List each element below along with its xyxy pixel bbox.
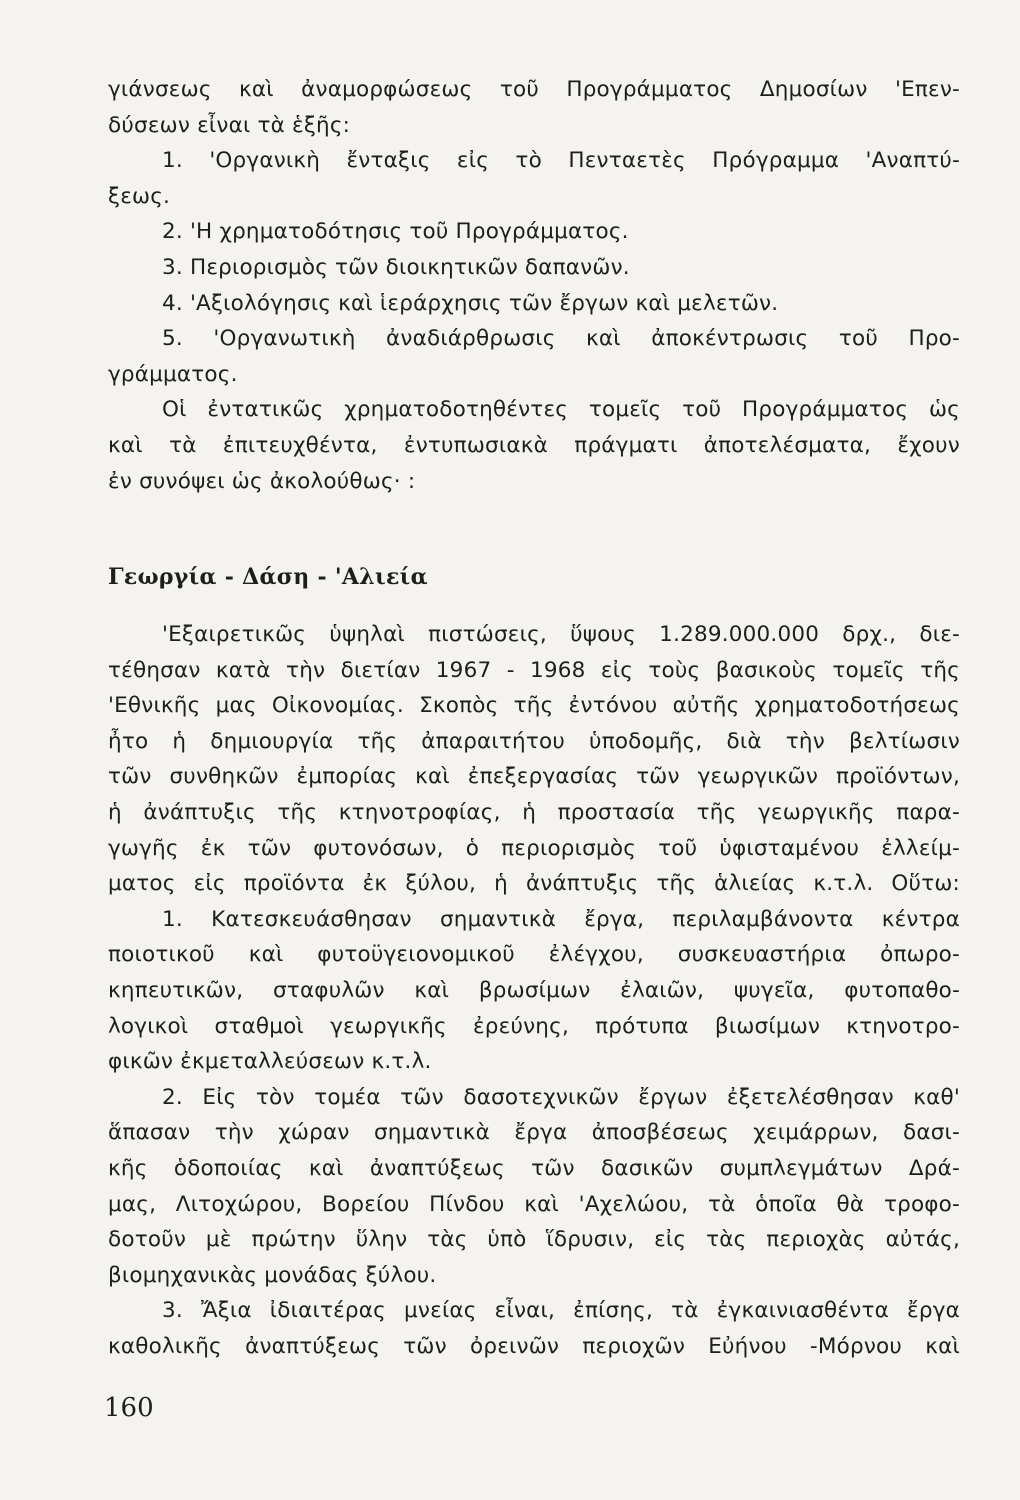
text-line: λογικοὶ σταθμοὶ γεωργικῆς ἐρεύνης, πρότυπα βιωσίμων κτηνοτρο- — [108, 1013, 960, 1039]
text-line: τέθησαν κατὰ τὴν διετίαν 1967 - 1968 εἰς τοὺς βασικοὺς τομεῖς τῆς — [108, 657, 960, 683]
text-line: Οἱ ἐντατικῶς χρηματοδοτηθέντες τομεῖς τοῦ Προγράμματος ὡς — [162, 397, 960, 423]
text-line: κῆς ὁδοποιίας καὶ ἀναπτύξεως τῶν δασικῶν συμπλεγμάτων Δρά- — [108, 1155, 960, 1181]
text-line: δοτοῦν μὲ πρώτην ὕλην τὰς ὑπὸ ἵδρυσιν, εἰς τὰς περιοχὰς αὐτάς, — [108, 1227, 960, 1253]
text-line: δύσεων εἶναι τὰ ἑξῆς: — [108, 112, 351, 138]
text-line: γιάνσεως καὶ ἀναμορφώσεως τοῦ Προγράμματος Δημοσίων 'Επεν- — [108, 77, 960, 102]
text-line: 2. Εἰς τὸν τομέα τῶν δασοτεχνικῶν ἔργων ἐξετελέσθησαν καθ' — [162, 1084, 960, 1110]
text-line: ἅπασαν τὴν χώραν σημαντικὰ ἔργα ἀποσβέσεως χειμάρρων, δασι- — [108, 1120, 960, 1146]
text-line: 3. Περιορισμὸς τῶν διοικητικῶν δαπανῶν. — [162, 254, 630, 280]
text-line: 4. 'Αξιολόγησις καὶ ἱεράρχησις τῶν ἔργων καὶ μελετῶν. — [162, 290, 779, 316]
text-line: ποιοτικοῦ καὶ φυτοϋγειονομικοῦ ἐλέγχου, συσκευαστήρια ὀπωρο- — [108, 942, 960, 968]
text-line: γράμματος. — [108, 361, 238, 387]
text-line: 3. Ἄξια ἰδιαιτέρας μνείας εἶναι, ἐπίσης, τὰ ἐγκαινιασθέντα ἔργα — [162, 1298, 960, 1324]
text-line: καὶ τὰ ἐπιτευχθέντα, ἐντυπωσιακὰ πράγματι ἀποτελέσματα, ἔχουν — [108, 432, 960, 458]
text-line: 'Εθνικῆς μας Οἰκονομίας. Σκοπὸς τῆς ἐντόνου αὐτῆς χρηματοδοτήσεως — [108, 693, 960, 719]
text-line: ἡ ἀνάπτυξις τῆς κτηνοτροφίας, ἡ προστασία τῆς γεωργικῆς παρα- — [108, 799, 960, 825]
text-line: ἐν συνόψει ὡς ἀκολούθως· : — [108, 468, 416, 494]
section-heading: Γεωργία - Δάση - 'Αλιεία — [108, 564, 428, 590]
text-line: φικῶν ἐκμεταλλεύσεων κ.τ.λ. — [108, 1049, 432, 1075]
text-line: 1. 'Οργανικὴ ἔνταξις εἰς τὸ Πενταετὲς Πρόγραμμα 'Αναπτύ- — [162, 148, 960, 174]
section-text-block — [108, 617, 960, 1364]
text-line: βιομηχανικὰς μονάδας ξύλου. — [108, 1262, 437, 1288]
text-line: 1. Κατεσκευάσθησαν σημαντικὰ ἔργα, περιλαμβάνοντα κέντρα — [162, 906, 960, 932]
text-line: ματος εἰς προϊόντα ἐκ ξύλου, ἡ ἀνάπτυξις τῆς ἁλιείας κ.τ.λ. Οὕτω: — [108, 871, 960, 897]
text-line: 2. 'Η χρηματοδότησις τοῦ Προγράμματος. — [162, 219, 629, 245]
text-line: γωγῆς ἐκ τῶν φυτονόσων, ὁ περιορισμὸς τοῦ ὑφισταμένου ἐλλείμ- — [108, 835, 960, 861]
text-line: τῶν συνθηκῶν ἐμπορίας καὶ ἐπεξεργασίας τῶν γεωργικῶν προϊόντων, — [108, 764, 960, 790]
intro-text-block — [108, 72, 960, 499]
text-line: ἦτο ἡ δημιουργία τῆς ἀπαραιτήτου ὑποδομῆς, διὰ τὴν βελτίωσιν — [108, 728, 960, 754]
text-line: ξεως. — [108, 183, 171, 209]
text-line: κηπευτικῶν, σταφυλῶν καὶ βρωσίμων ἐλαιῶν, ψυγεῖα, φυτοπαθο- — [108, 977, 960, 1003]
page-number: 160 — [104, 1393, 154, 1423]
text-line: 'Εξαιρετικῶς ὑψηλαὶ πιστώσεις, ὕψους 1.289.000.000 δρχ., διε- — [162, 622, 960, 647]
text-line: μας, Λιτοχώρου, Βορείου Πίνδου καὶ 'Αχελώου, τὰ ὁποῖα θὰ τροφο- — [108, 1191, 960, 1217]
text-line: 5. 'Οργανωτικὴ ἀναδιάρθρωσις καὶ ἀποκέντρωσις τοῦ Προ- — [162, 326, 960, 352]
text-line: καθολικῆς ἀναπτύξεως τῶν ὀρεινῶν περιοχῶν Εὐήνου -Μόρνου καὶ — [108, 1333, 960, 1359]
